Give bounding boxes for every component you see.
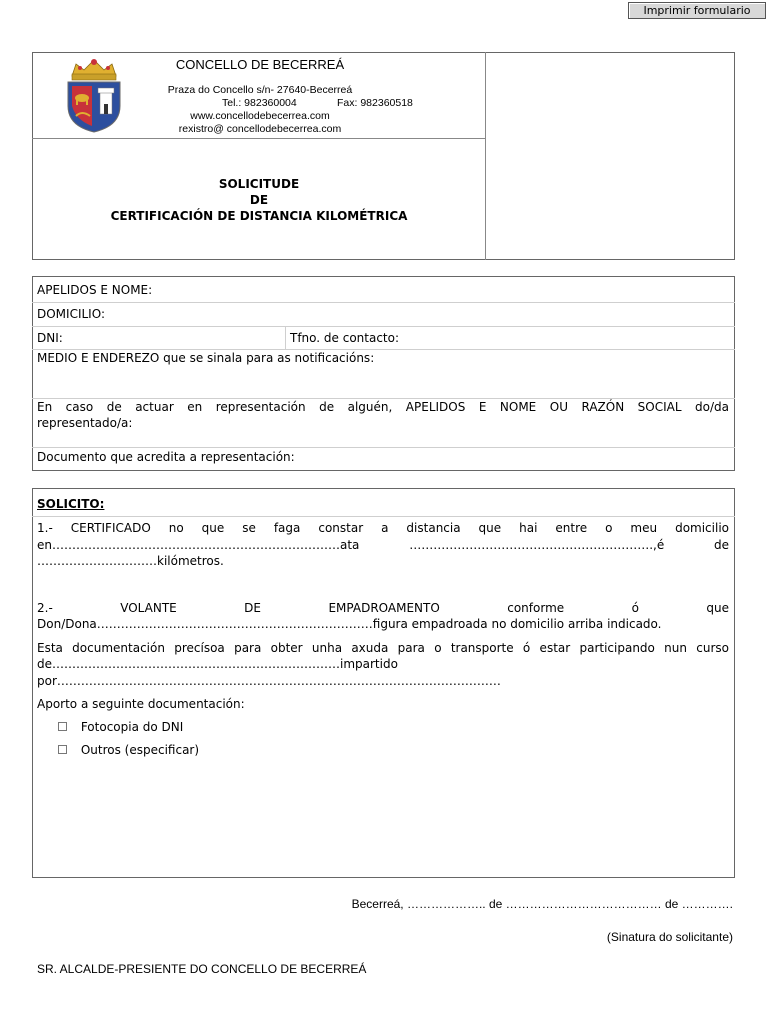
- purpose-line-2[interactable]: de………………………………………………………………impartido: [37, 657, 398, 671]
- doc-option-dni[interactable]: [58, 720, 183, 734]
- dni-field[interactable]: DNI:: [37, 331, 63, 345]
- org-website: www.concellodebecerrea.com: [190, 110, 330, 122]
- contact-phone-field[interactable]: Tfno. de contacto:: [290, 331, 400, 345]
- checkbox-icon[interactable]: [58, 745, 67, 754]
- item2-line-1: 2.- VOLANTE DE EMPADROAMENTO conforme ó que: [37, 601, 729, 615]
- divider: [32, 516, 735, 517]
- address-field[interactable]: DOMICILIO:: [37, 307, 105, 321]
- header-divider-horizontal: [32, 138, 486, 139]
- divider: [32, 302, 735, 303]
- item1-line-3[interactable]: …………………………kilómetros.: [37, 554, 224, 568]
- addressee: SR. ALCALDE-PRESIENTE DO CONCELLO DE BECERREÁ: [37, 962, 367, 976]
- doc-option-label: Fotocopia do DNI: [80, 720, 184, 734]
- representation-field-line-2: representado/a:: [37, 416, 133, 430]
- print-form-button[interactable]: Imprimir formulario: [628, 2, 766, 19]
- doc-option-label: Outros (especificar): [80, 743, 200, 757]
- surnames-name-field[interactable]: APELIDOS E NOME:: [37, 283, 153, 297]
- doc-option-other[interactable]: [58, 743, 199, 757]
- purpose-line-3[interactable]: por…………………………………………………………………………………………………: [37, 674, 501, 688]
- divider: [32, 349, 735, 350]
- header-divider-vertical: [485, 52, 486, 260]
- notification-address-field[interactable]: MEDIO E ENDEREZO que se sinala para as notificacións:: [37, 351, 375, 365]
- divider: [32, 398, 735, 399]
- representation-document-field[interactable]: Documento que acredita a representación:: [37, 450, 295, 464]
- coat-of-arms-logo: [58, 56, 130, 134]
- divider: [285, 326, 286, 349]
- purpose-line-1: Esta documentación precísoa para obter unha axuda para o transporte ó estar participando nun curso: [37, 641, 729, 655]
- org-fax: Fax: 982360518: [337, 97, 413, 109]
- divider: [32, 326, 735, 327]
- org-phone: Tel.: 982360004: [222, 97, 297, 109]
- checkbox-icon[interactable]: [58, 722, 67, 731]
- org-address: Praza do Concello s/n- 27640-Becerreá: [167, 84, 353, 96]
- representation-field-line-1[interactable]: En caso de actuar en representación de alguén, APELIDOS E NOME OU RAZÓN SOCIAL do/da: [37, 400, 729, 414]
- docs-heading: Aporto a seguinte documentación:: [37, 697, 245, 711]
- item2-line-2[interactable]: Don/Dona……………………………………………………………figura empadroada no domicilio arriba indicado.: [37, 617, 662, 631]
- date-line[interactable]: Becerreá, ……………….. de ………………………………… de ………….: [351, 897, 733, 911]
- divider: [32, 447, 735, 448]
- document-title-line-3: CERTIFICACIÓN DE DISTANCIA KILOMÉTRICA: [110, 209, 408, 223]
- document-title-line-2: DE: [249, 193, 269, 207]
- item1-line-1: 1.- CERTIFICADO no que se faga constar a distancia que hai entre o meu domicilio: [37, 521, 729, 535]
- signature-label: (Sinatura do solicitante): [606, 930, 733, 944]
- org-email: rexistro@ concellodebecerrea.com: [178, 123, 342, 135]
- request-heading: SOLICITO:: [37, 497, 105, 511]
- document-title-line-1: SOLICITUDE: [218, 177, 300, 191]
- applicant-box: [32, 276, 735, 471]
- item1-line-2[interactable]: en………………………………………………………………ata …………………………………………………….,é de: [37, 538, 729, 552]
- org-name: CONCELLO DE BECERREÁ: [175, 57, 345, 72]
